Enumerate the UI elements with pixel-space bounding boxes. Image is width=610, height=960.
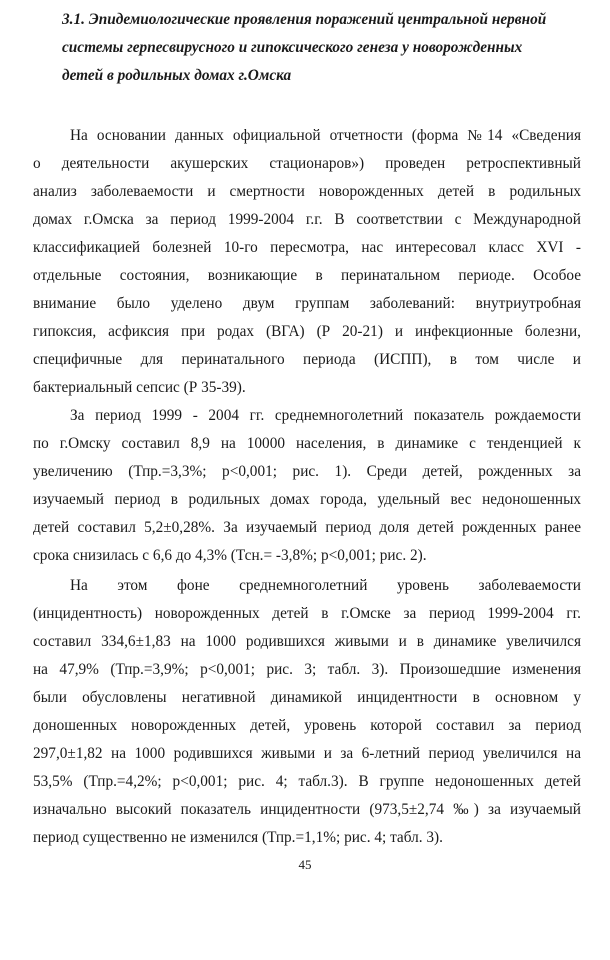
paragraph-3-line-5: были обусловлены негативной динамикой инцидентности в основном у [33,689,581,706]
paragraph-2-line-2: по г.Омску составил 8,9 на 10000 населения, в динамике с тенденцией к [33,435,581,452]
paragraph-3-line-9: изначально высокий показатель инцидентности (973,5±2,74 ‰) за изучаемый [33,801,581,818]
paragraph-1-line-8: гипоксия, асфиксия при родах (ВГА) (Р 20-21) и инфекционные болезни, [33,323,581,340]
paragraph-3-line-1: На этом фоне среднемноголетний уровень заболеваемости [70,577,581,594]
section-heading-line-2: системы герпесвирусного и гипоксического генеза у новорожденных [62,39,523,56]
paragraph-3-line-3: составил 334,6±1,83 на 1000 родившихся живыми и в динамике увеличился [33,633,581,650]
paragraph-1-line-5: классификацией болезней 10-го пересмотра, нас интересовал класс XVI - [33,239,581,256]
paragraph-1-line-9: специфичные для перинатального периода (ИСПП), в том числе и [33,351,581,368]
paragraph-3-line-6: доношенных новорожденных детей, уровень которой составил за период [33,717,581,734]
paragraph-1-line-6: отдельные состояния, возникающие в перинатальном периоде. Особое [33,267,581,284]
paragraph-3-line-2: (инцидентность) новорожденных детей в г.Омске за период 1999-2004 гг. [33,605,581,622]
paragraph-1-line-2: о деятельности акушерских стационаров») проведен ретроспективный [33,155,581,172]
paragraph-2-line-3: увеличению (Тпр.=3,3%; р<0,001; рис. 1). Среди детей, рожденных за [33,463,581,480]
paragraph-3-line-8: 53,5% (Тпр.=4,2%; р<0,001; рис. 4; табл.3). В группе недоношенных детей [33,773,581,790]
paragraph-1-line-10: бактериальный сепсис (Р 35-39). [33,379,246,396]
paragraph-2-line-6: срока снизилась с 6,6 до 4,3% (Тсн.= -3,8%; р<0,001; рис. 2). [33,547,427,564]
paragraph-1-line-1: На основании данных официальной отчетности (форма №14 «Сведения [70,127,581,144]
paragraph-2-line-1: За период 1999 - 2004 гг. среднемноголетний показатель рождаемости [70,407,581,424]
paragraph-1-line-3: анализ заболеваемости и смертности новорожденных детей в родильных [33,183,581,200]
paragraph-3-line-4: на 47,9% (Тпр.=3,9%; р<0,001; рис. 3; табл. 3). Произошедшие изменения [33,661,581,678]
page-number: 45 [298,857,312,872]
paragraph-3-line-10: период существенно не изменился (Тпр.=1,1%; рис. 4; табл. 3). [33,829,443,846]
section-heading-line-1: 3.1. Эпидемиологические проявления поражений центральной нервной [62,11,547,28]
paragraph-1-line-4: домах г.Омска за период 1999-2004 г.г. В соответствии с Международной [33,211,581,228]
section-heading-line-3: детей в родильных домах г.Омска [62,67,292,84]
paragraph-1-line-7: внимание было уделено двум группам заболеваний: внутриутробная [33,295,581,312]
paragraph-2-line-5: детей составил 5,2±0,28%. За изучаемый период доля детей рожденных ранее [33,519,581,536]
paragraph-2-line-4: изучаемый период в родильных домах города, удельный вес недоношенных [33,491,581,508]
paragraph-3-line-7: 297,0±1,82 на 1000 родившихся живыми и за 6-летний период увеличился на [33,745,581,762]
